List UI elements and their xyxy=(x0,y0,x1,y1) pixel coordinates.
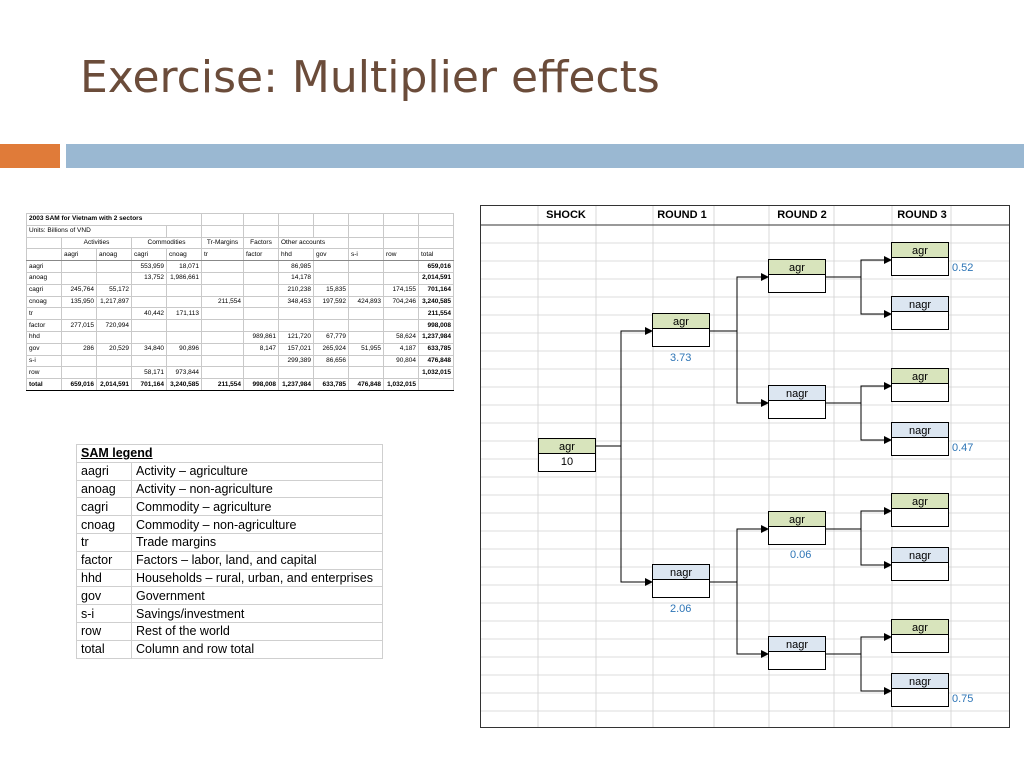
sam-cell: 34,840 xyxy=(132,343,167,355)
sam-group-other: Other accounts xyxy=(279,237,349,249)
legend-key: s-i xyxy=(77,605,132,623)
round3-agr-box-3 xyxy=(891,368,949,402)
sam-cell xyxy=(349,355,384,367)
legend-key: anoag xyxy=(77,480,132,498)
sam-cell xyxy=(202,284,244,296)
sam-cell: 174,155 xyxy=(384,284,419,296)
sam-cell xyxy=(314,367,349,379)
sam-cell xyxy=(314,320,349,332)
sam-row-label: row xyxy=(27,367,62,379)
sam-row-label: anoag xyxy=(27,272,62,284)
sam-cell xyxy=(314,272,349,284)
sam-cell: 67,779 xyxy=(314,331,349,343)
accent-bar-blue xyxy=(66,144,1024,168)
sam-cell xyxy=(202,331,244,343)
sam-cell: 157,021 xyxy=(279,343,314,355)
box-label: agr xyxy=(652,313,710,329)
legend-key: total xyxy=(77,640,132,658)
sam-col-header: hhd xyxy=(279,249,314,261)
box-value xyxy=(768,527,826,545)
box-value xyxy=(891,563,949,581)
round3-agr-box-5 xyxy=(891,493,949,527)
sam-cell: 1,986,661 xyxy=(167,272,202,284)
box-label: nagr xyxy=(768,636,826,652)
box-value xyxy=(891,384,949,402)
round1-agr-note: 3.73 xyxy=(670,352,692,364)
sam-cell xyxy=(244,261,279,273)
sam-cell: 245,764 xyxy=(62,284,97,296)
legend-key: cagri xyxy=(77,498,132,516)
sam-cell: 704,246 xyxy=(384,296,419,308)
sam-cell: 90,896 xyxy=(167,343,202,355)
box-label: nagr xyxy=(652,564,710,580)
sam-cell xyxy=(384,272,419,284)
sam-cell xyxy=(62,272,97,284)
sam-cell: 659,016 xyxy=(62,379,97,391)
legend-row xyxy=(77,498,383,516)
sam-cell xyxy=(349,284,384,296)
sam-cell xyxy=(384,367,419,379)
sam-row xyxy=(27,379,454,391)
sam-cell: 989,861 xyxy=(244,331,279,343)
box-value xyxy=(768,401,826,419)
sam-cell: 1,237,984 xyxy=(279,379,314,391)
shock-agr-box xyxy=(538,438,596,472)
multiplier-tree xyxy=(480,205,1010,728)
sam-cell: 3,240,585 xyxy=(419,296,454,308)
sam-cell xyxy=(349,261,384,273)
sam-col-header: factor xyxy=(244,249,279,261)
legend-row xyxy=(77,622,383,640)
sam-cell: 998,008 xyxy=(419,320,454,332)
sam-row-label: cnoag xyxy=(27,296,62,308)
header-round-3: ROUND 3 xyxy=(897,209,947,221)
sam-cell: 973,844 xyxy=(167,367,202,379)
sam-cell xyxy=(132,284,167,296)
sam-cell xyxy=(384,261,419,273)
sam-cell: 121,720 xyxy=(279,331,314,343)
legend-row xyxy=(77,462,383,480)
sam-cell: 8,147 xyxy=(244,343,279,355)
box-label: agr xyxy=(538,438,596,454)
sam-cell xyxy=(202,320,244,332)
sam-cell xyxy=(202,367,244,379)
box-value xyxy=(768,275,826,293)
legend-desc: Commodity – agriculture xyxy=(132,498,383,516)
legend-key: factor xyxy=(77,551,132,569)
sam-cell: 211,554 xyxy=(202,296,244,308)
sam-cell xyxy=(349,272,384,284)
box-label: nagr xyxy=(891,422,949,438)
box-label: agr xyxy=(768,511,826,527)
sam-row-label: cagri xyxy=(27,284,62,296)
sam-cell: 1,032,015 xyxy=(384,379,419,391)
sam-cell xyxy=(244,272,279,284)
sam-cell: 720,994 xyxy=(97,320,132,332)
box-value xyxy=(652,329,710,347)
box-value xyxy=(768,652,826,670)
legend-desc: Government xyxy=(132,587,383,605)
round3-note-1: 0.52 xyxy=(952,262,974,274)
round3-nagr-box-8 xyxy=(891,673,949,707)
legend-desc: Column and row total xyxy=(132,640,383,658)
round3-agr-box-1 xyxy=(891,242,949,276)
box-label: agr xyxy=(768,259,826,275)
box-label: agr xyxy=(891,368,949,384)
sam-cell xyxy=(349,367,384,379)
header-round-2: ROUND 2 xyxy=(777,209,827,221)
sam-header-row xyxy=(27,249,454,261)
legend-desc: Activity – agriculture xyxy=(132,462,383,480)
box-value xyxy=(891,689,949,707)
sam-cell: 1,217,897 xyxy=(97,296,132,308)
box-value: 10 xyxy=(538,454,596,472)
sam-col-header: cnoag xyxy=(167,249,202,261)
sam-cell: 13,752 xyxy=(132,272,167,284)
sam-cell xyxy=(202,272,244,284)
legend-key: tr xyxy=(77,533,132,551)
box-value xyxy=(891,258,949,276)
box-label: nagr xyxy=(891,547,949,563)
round3-nagr-box-6 xyxy=(891,547,949,581)
sam-cell: 701,164 xyxy=(132,379,167,391)
sam-cell: 58,624 xyxy=(384,331,419,343)
sam-row xyxy=(27,284,454,296)
round2-nagr-agr-box xyxy=(768,511,826,545)
sam-cell xyxy=(167,331,202,343)
box-value xyxy=(891,438,949,456)
round3-nagr-box-2 xyxy=(891,296,949,330)
sam-cell: 277,015 xyxy=(62,320,97,332)
sam-cell xyxy=(97,331,132,343)
sam-col-header: cagri xyxy=(132,249,167,261)
sam-row xyxy=(27,331,454,343)
sam-cell: 701,164 xyxy=(419,284,454,296)
legend-row xyxy=(77,569,383,587)
round2-nagr-nagr-box xyxy=(768,636,826,670)
legend-desc: Trade margins xyxy=(132,533,383,551)
sam-cell xyxy=(132,296,167,308)
sam-cell xyxy=(167,320,202,332)
legend-key: hhd xyxy=(77,569,132,587)
sam-col-header: aagri xyxy=(62,249,97,261)
sam-cell xyxy=(202,308,244,320)
sam-row-label: gov xyxy=(27,343,62,355)
sam-cell: 2,014,591 xyxy=(419,272,454,284)
slide-title: Exercise: Multiplier effects xyxy=(80,52,660,103)
legend-heading: SAM legend xyxy=(77,445,383,463)
sam-cell: 197,592 xyxy=(314,296,349,308)
box-value xyxy=(652,580,710,598)
sam-cell xyxy=(97,308,132,320)
sam-cell xyxy=(279,367,314,379)
sam-row xyxy=(27,261,454,273)
sam-group-factors: Factors xyxy=(244,237,279,249)
sam-cell xyxy=(314,308,349,320)
round1-nagr-note: 2.06 xyxy=(670,603,692,615)
box-value xyxy=(891,509,949,527)
sam-cell xyxy=(349,331,384,343)
sam-cell: 659,016 xyxy=(419,261,454,273)
sam-cell: 553,959 xyxy=(132,261,167,273)
sam-cell: 135,950 xyxy=(62,296,97,308)
header-round-1: ROUND 1 xyxy=(657,209,707,221)
legend-row xyxy=(77,516,383,534)
sam-cell: 86,656 xyxy=(314,355,349,367)
sam-cell: 633,785 xyxy=(314,379,349,391)
sam-cell: 171,113 xyxy=(167,308,202,320)
legend-desc: Rest of the world xyxy=(132,622,383,640)
sam-units-row xyxy=(27,225,454,237)
box-label: nagr xyxy=(891,296,949,312)
sam-cell: 2,014,591 xyxy=(97,379,132,391)
sam-cell xyxy=(244,367,279,379)
sam-row xyxy=(27,272,454,284)
legend-desc: Households – rural, urban, and enterprises xyxy=(132,569,383,587)
sam-cell: 211,554 xyxy=(419,308,454,320)
accent-bar-orange xyxy=(0,144,60,168)
box-label: nagr xyxy=(891,673,949,689)
sam-row xyxy=(27,343,454,355)
sam-col-header: anoag xyxy=(97,249,132,261)
round3-agr-box-7 xyxy=(891,619,949,653)
sam-cell: 424,893 xyxy=(349,296,384,308)
sam-group-activities: Activities xyxy=(62,237,132,249)
sam-col-header: total xyxy=(419,249,454,261)
sam-cell: 90,804 xyxy=(384,355,419,367)
sam-table xyxy=(26,213,454,391)
sam-cell xyxy=(62,367,97,379)
legend-desc: Factors – labor, land, and capital xyxy=(132,551,383,569)
sam-title: 2003 SAM for Vietnam with 2 sectors xyxy=(27,214,202,226)
box-label: agr xyxy=(891,242,949,258)
sam-cell: 476,848 xyxy=(349,379,384,391)
sam-row-label: aagri xyxy=(27,261,62,273)
sam-cell xyxy=(244,355,279,367)
sam-col-header: row xyxy=(384,249,419,261)
box-value xyxy=(891,635,949,653)
sam-cell xyxy=(97,355,132,367)
sam-title-row xyxy=(27,214,454,226)
sam-cell xyxy=(132,320,167,332)
legend-key: cnoag xyxy=(77,516,132,534)
sam-cell: 1,032,015 xyxy=(419,367,454,379)
sam-cell xyxy=(202,343,244,355)
round1-nagr-box xyxy=(652,564,710,598)
sam-cell: 286 xyxy=(62,343,97,355)
sam-row-label: factor xyxy=(27,320,62,332)
sam-cell xyxy=(167,284,202,296)
legend-key: row xyxy=(77,622,132,640)
sam-row-label: tr xyxy=(27,308,62,320)
sam-cell: 348,453 xyxy=(279,296,314,308)
sam-cell: 998,008 xyxy=(244,379,279,391)
sam-cell xyxy=(167,355,202,367)
round2-agr-agr-box xyxy=(768,259,826,293)
round2-nagr-agr-note: 0.06 xyxy=(790,549,812,561)
sam-group-row xyxy=(27,237,454,249)
sam-row xyxy=(27,308,454,320)
round1-agr-box xyxy=(652,313,710,347)
sam-cell xyxy=(279,308,314,320)
sam-cell xyxy=(62,261,97,273)
sam-cell xyxy=(349,320,384,332)
sam-cell xyxy=(314,261,349,273)
legend-row xyxy=(77,533,383,551)
sam-cell: 210,238 xyxy=(279,284,314,296)
round3-nagr-box-4 xyxy=(891,422,949,456)
legend-desc: Activity – non-agriculture xyxy=(132,480,383,498)
sam-cell: 58,171 xyxy=(132,367,167,379)
round2-agr-nagr-box xyxy=(768,385,826,419)
sam-cell: 299,389 xyxy=(279,355,314,367)
sam-row-label: hhd xyxy=(27,331,62,343)
sam-cell: 476,848 xyxy=(419,355,454,367)
sam-row xyxy=(27,296,454,308)
sam-cell: 55,172 xyxy=(97,284,132,296)
sam-cell: 211,554 xyxy=(202,379,244,391)
sam-cell xyxy=(244,308,279,320)
sam-group-commodities: Commodities xyxy=(132,237,202,249)
sam-cell: 265,924 xyxy=(314,343,349,355)
sam-cell xyxy=(62,355,97,367)
sam-row xyxy=(27,320,454,332)
box-value xyxy=(891,312,949,330)
legend-row xyxy=(77,587,383,605)
sam-cell: 18,071 xyxy=(167,261,202,273)
sam-cell xyxy=(202,355,244,367)
legend-key: gov xyxy=(77,587,132,605)
sam-cell xyxy=(419,379,454,391)
sam-units: Units: Billions of VND xyxy=(27,225,167,237)
legend-row xyxy=(77,480,383,498)
sam-cell xyxy=(279,320,314,332)
sam-col-header: gov xyxy=(314,249,349,261)
sam-cell: 86,985 xyxy=(279,261,314,273)
sam-row-label: total xyxy=(27,379,62,391)
sam-cell xyxy=(62,308,97,320)
sam-cell xyxy=(244,284,279,296)
box-label: agr xyxy=(891,619,949,635)
legend-heading-row xyxy=(77,445,383,463)
sam-row xyxy=(27,367,454,379)
sam-cell: 4,187 xyxy=(384,343,419,355)
sam-col-header: tr xyxy=(202,249,244,261)
sam-row xyxy=(27,355,454,367)
sam-cell xyxy=(97,261,132,273)
legend-row xyxy=(77,605,383,623)
sam-cell xyxy=(132,331,167,343)
sam-cell: 633,785 xyxy=(419,343,454,355)
sam-cell xyxy=(97,367,132,379)
legend-desc: Commodity – non-agriculture xyxy=(132,516,383,534)
sam-col-header: s-i xyxy=(349,249,384,261)
sam-cell xyxy=(349,308,384,320)
sam-cell xyxy=(202,261,244,273)
sam-cell: 15,835 xyxy=(314,284,349,296)
sam-cell: 20,529 xyxy=(97,343,132,355)
sam-cell: 51,955 xyxy=(349,343,384,355)
sam-cell: 40,442 xyxy=(132,308,167,320)
header-shock: SHOCK xyxy=(546,209,586,221)
box-label: nagr xyxy=(768,385,826,401)
sam-row-label: s-i xyxy=(27,355,62,367)
legend-row xyxy=(77,640,383,658)
sam-group-trmargins: Tr-Margins xyxy=(202,237,244,249)
sam-cell xyxy=(244,320,279,332)
sam-cell xyxy=(244,296,279,308)
sam-cell xyxy=(132,355,167,367)
legend-key: aagri xyxy=(77,462,132,480)
sam-cell xyxy=(167,296,202,308)
legend-row xyxy=(77,551,383,569)
sam-cell: 14,178 xyxy=(279,272,314,284)
legend-desc: Savings/investment xyxy=(132,605,383,623)
sam-cell xyxy=(384,308,419,320)
box-label: agr xyxy=(891,493,949,509)
round3-note-4: 0.47 xyxy=(952,442,974,454)
sam-cell: 1,237,984 xyxy=(419,331,454,343)
sam-cell: 3,240,585 xyxy=(167,379,202,391)
round3-note-8: 0.75 xyxy=(952,693,974,705)
sam-legend-table xyxy=(76,444,383,659)
sam-cell xyxy=(62,331,97,343)
sam-cell xyxy=(384,320,419,332)
sam-cell xyxy=(97,272,132,284)
